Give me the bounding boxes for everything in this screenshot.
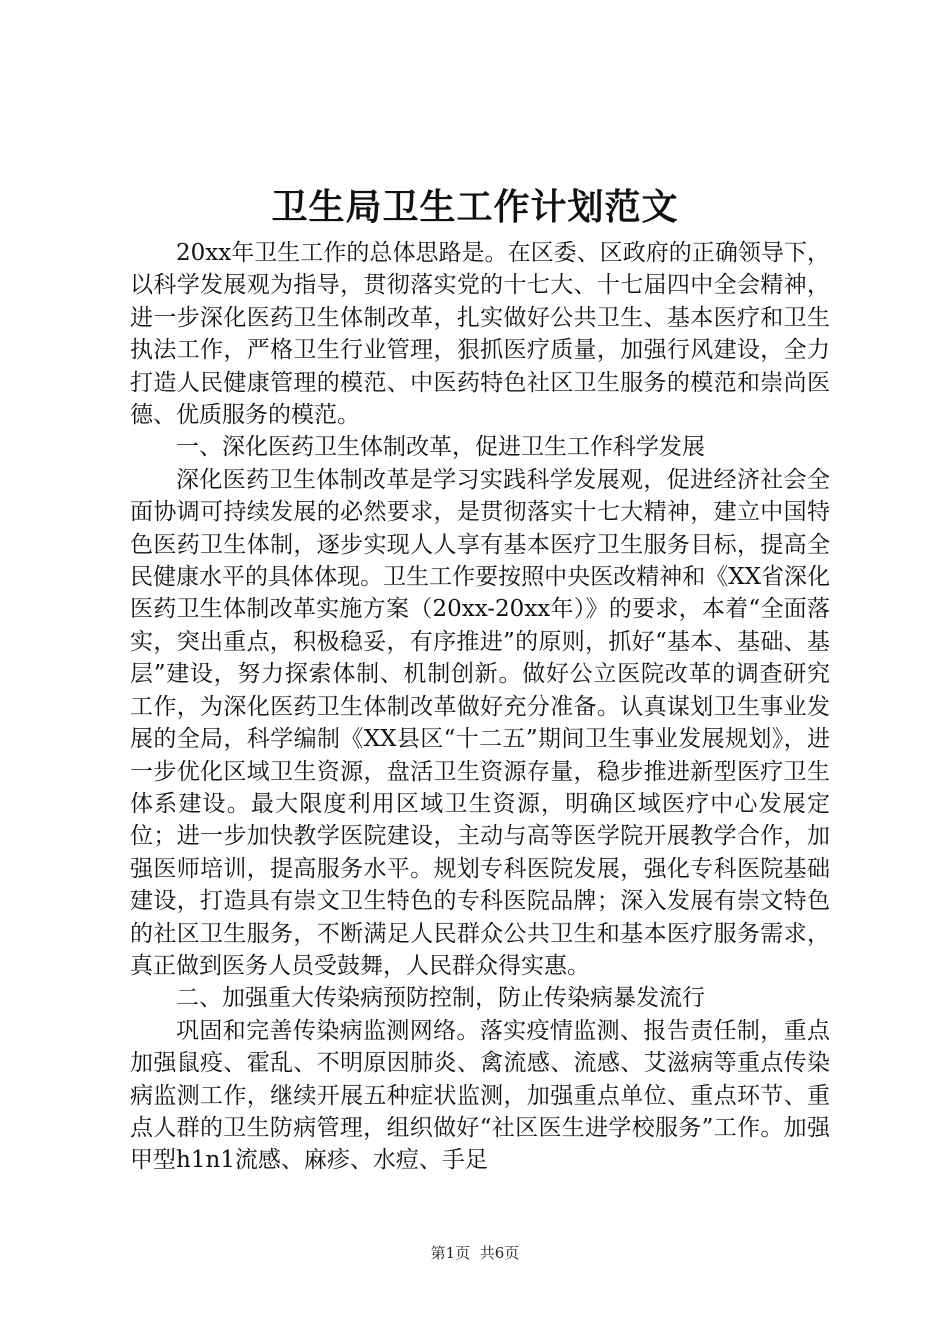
page-footer: [0, 1243, 950, 1263]
paragraph-section-2: 巩固和完善传染病监测网络。落实疫情监测、报告责任制，重点加强鼠疫、霍乱、不明原因肺炎、禽流感、流感、艾滋病等重点传染病监测工作，继续开展五种症状监测，加强重点单位、重点环节、重点人群的卫生防病管理，组织做好“社区医生进学校服务”工作。加强甲型h1n1流感、麻疹、水痘、手足: [130, 1017, 830, 1174]
paragraph-intro: 20xx年卫生工作的总体思路是。在区委、区政府的正确领导下，以科学发展观为指导，贯彻落实党的十七大、十七届四中全会精神，进一步深化医药卫生体制改革，扎实做好公共卫生、基本医疗和卫生执法工作，严格卫生行业管理，狠抓医疗质量，加强行风建设，全力打造人民健康管理的模范、中医药特色社区卫生服务的模范和崇尚医德、优质服务的模范。: [130, 240, 830, 429]
section-heading-2: 二、加强重大传染病预防控制，防止传染病暴发流行: [176, 985, 705, 1012]
section-heading-1: 一、深化医药卫生体制改革，促进卫生工作科学发展: [176, 434, 705, 461]
document-title: 卫生局卫生工作计划范文: [271, 186, 679, 228]
footer-separator: [470, 1244, 480, 1262]
page-total: 共6页: [479, 1244, 520, 1262]
paragraph-section-1: 深化医药卫生体制改革是学习实践科学发展观，促进经济社会全面协调可持续发展的必然要求，是贯彻落实十七大精神，建立中国特色医药卫生体制，逐步实现人人享有基本医疗卫生服务目标，提高全民健康水平的具体体现。卫生工作要按照中央医改精神和《XX省深化医药卫生体制改革实施方案（20xx-20xx年）》的要求，本着“全面落实，突出重点，积极稳妥，有序推进”的原则，抓好“基本、基础、基层”建设，努力探索体制、机制创新。做好公立医院改革的调查研究工作，为深化医药卫生体制改革做好充分准备。认真谋划卫生事业发展的全局，科学编制《XX县区“十二五”期间卫生事业发展规划》，进一步优化区域卫生资源，盘活卫生资源存量，稳步推进新型医疗卫生体系建设。最大限度利用区域卫生资源，明确区域医疗中心发展定位；进一步加快教学医院建设，主动与高等医学院开展教学合作，加强医师培训，提高服务水平。规划专科医院发展，强化专科医院基础建设，打造具有崇文卫生特色的专科医院品牌；深入发展有崇文特色的社区卫生服务，不断满足人民群众公共卫生和基本医疗服务需求，真正做到医务人员受鼓舞，人民群众得实惠。: [130, 466, 830, 979]
document-body: [130, 237, 830, 1177]
page-number: 第1页: [430, 1244, 471, 1262]
